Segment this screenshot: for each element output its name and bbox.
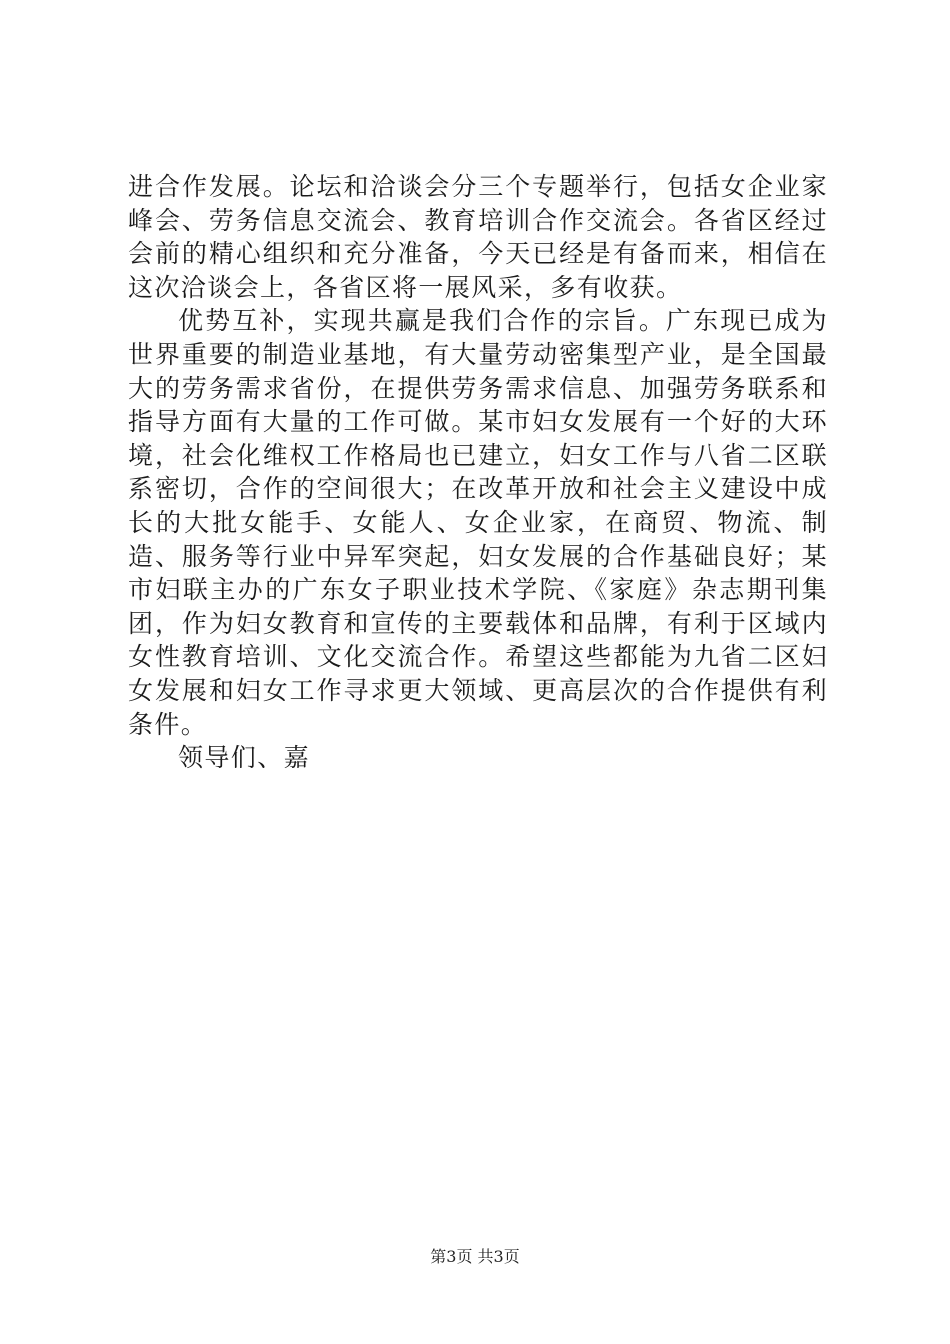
paragraph-cooperation: 优势互补，实现共赢是我们合作的宗旨。广东现已成为世界重要的制造业基地，有大量劳动密集型产业，是全国最大的劳务需求省份，在提供劳务需求信息、加强劳务联系和指导方面有大量的工作可做。某市妇女发展有一个好的大环境，社会化维权工作格局也已建立，妇女工作与八省二区联系密切，合作的空间很大；在改革开放和社会主义建设中成长的大批女能手、女能人、女企业家，在商贸、物流、制造、服务等行业中异军突起，妇女发展的合作基础良好；某市妇联主办的广东女子职业技术学院、《家庭》杂志期刊集团，作为妇女教育和宣传的主要载体和品牌，有利于区域内女性教育培训、文化交流合作。希望这些都能为九省二区妇女发展和妇女工作寻求更大领域、更高层次的合作提供有利条件。 <box>128 306 828 739</box>
page-footer: 第3页 共3页 <box>430 1247 520 1266</box>
paragraph-closing-fragment: 领导们、嘉 <box>178 743 311 773</box>
paragraph-continuation: 进合作发展。论坛和洽谈会分三个专题举行，包括女企业家峰会、劳务信息交流会、教育培训合作交流会。各省区经过会前的精心组织和充分准备，今天已经是有备而来，相信在这次洽谈会上，各省区将一展风采，多有收获。 <box>128 172 828 302</box>
document-body <box>128 170 828 775</box>
